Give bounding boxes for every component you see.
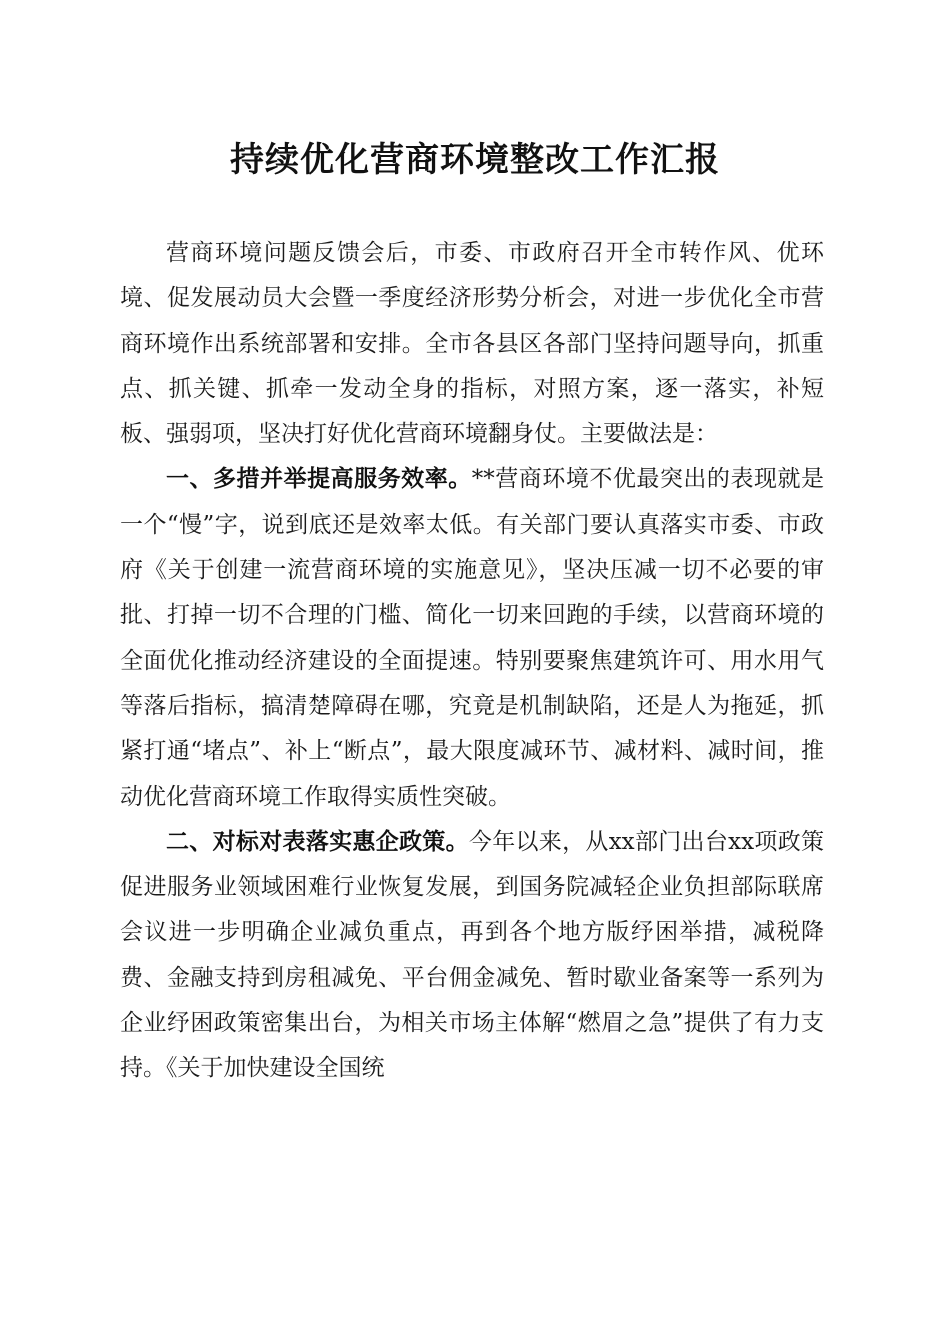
section-2-text: 今年以来，从xx部门出台xx项政策促进服务业领域困难行业恢复发展，到国务院减轻企业负担部际联席会议进一步明确企业减负重点，再到各个地方版纾困举措，减税降费、金融支持到房租减免、平台佣金减免、暂时歇业备案等一系列为企业纾困政策密集出台，为相关市场主体解“燃眉之急”提供了有力支持。《关于加快建设全国统 <box>120 828 824 1082</box>
section-2-paragraph <box>120 820 824 1092</box>
intro-paragraph: 营商环境问题反馈会后，市委、市政府召开全市转作风、优环境、促发展动员大会暨一季度经济形势分析会，对进一步优化全市营商环境作出系统部署和安排。全市各县区各部门坚持问题导向，抓重点、抓关键、抓牵一发动全身的指标，对照方案，逐一落实，补短板、强弱项，坚决打好优化营商环境翻身仗。主要做法是： <box>120 240 824 448</box>
document-title: 持续优化营商环境整改工作汇报 <box>230 140 720 180</box>
document-body <box>120 231 824 1092</box>
section-1-paragraph <box>120 457 824 819</box>
section-1-text: **营商环境不优最突出的表现就是一个“慢”字，说到底还是效率太低。有关部门要认真落实市委、市政府《关于创建一流营商环境的实施意见》，坚决压减一切不必要的审批、打掉一切不合理的门槛、简化一切来回跑的手续，以营商环境的全面优化推动经济建设的全面提速。特别要聚焦建筑许可、用水用气等落后指标，搞清楚障碍在哪，究竟是机制缺陷，还是人为拖延，抓紧打通“堵点”、补上“断点”，最大限度减环节、减材料、减时间，推动优化营商环境工作取得实质性突破。 <box>120 466 825 810</box>
section-1-heading: 一、多措并举提高服务效率。 <box>166 466 472 493</box>
section-2-heading: 二、对标对表落实惠企政策。 <box>166 828 469 855</box>
